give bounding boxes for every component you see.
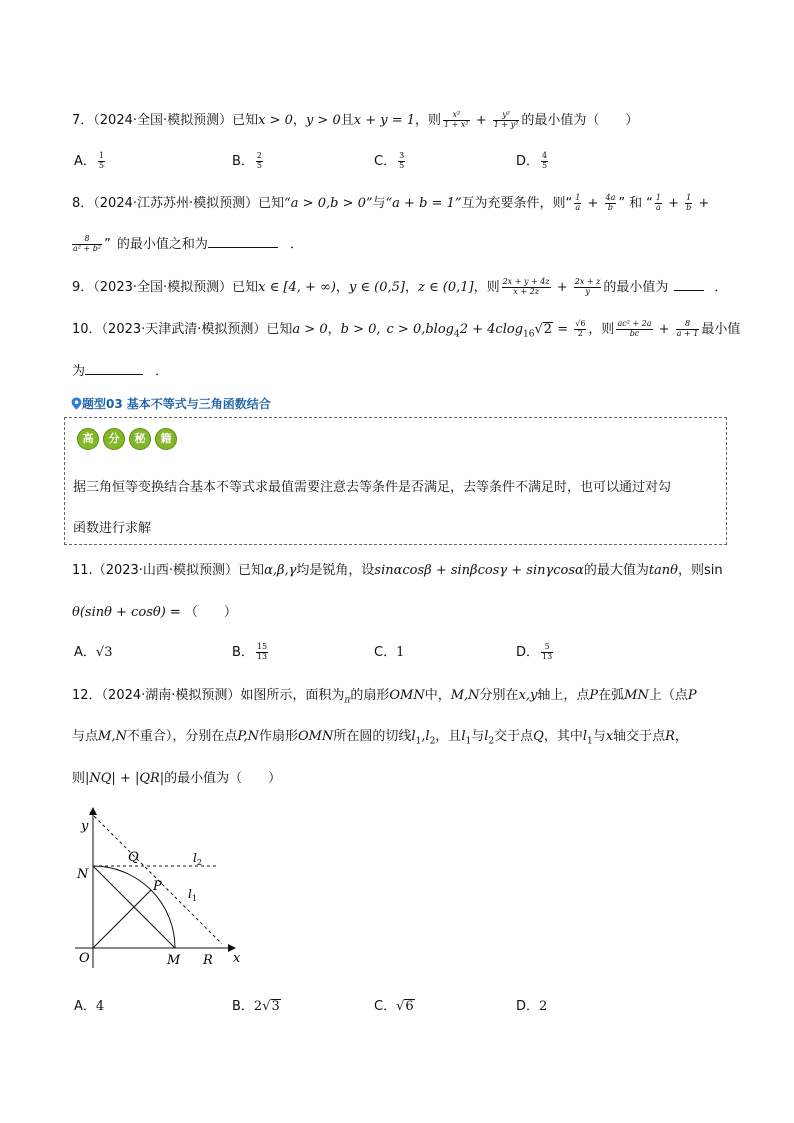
q11-option-d[interactable]: D． $\frac{5}{13}$ (516, 642, 553, 661)
badge-4: 籍 (155, 428, 177, 450)
tangent-l1 (90, 812, 222, 944)
sector-figure (70, 800, 250, 972)
question-12: 12．（2024·湖南·模拟预测）如图所示，面积为$_\pi$的扇形OMN中，M,N分别在x,y轴上，点P在弧MN上（点P (72, 688, 697, 706)
question-8-line-2: $\frac{8}{\text{a² + b²}}$ ” 的最小值之和为 ． (73, 234, 303, 253)
label-l2: $l_2$ (193, 851, 202, 867)
label-m: M (167, 953, 181, 968)
q7-option-c[interactable]: C． $\frac{3}{5}$ (374, 151, 405, 170)
q11-option-a[interactable]: A．√3 (74, 645, 113, 660)
question-11-line-2: θ(sinθ + cosθ) = （ ） (72, 605, 237, 620)
question-9: 9．（2023·全国·模拟预测）已知x ∈ [4, + ∞)，y ∈ (0,5]，z ∈ (0,1]，则 $\frac{2x + y + 4z}{x + 2z}$ + $\frac{2x + z}{y}$ 的最小值为 ． (72, 277, 728, 296)
q8-number: 8． (72, 196, 94, 211)
badge-2: 分 (103, 428, 125, 450)
q7-number: 7． (72, 113, 94, 128)
q12-option-d[interactable]: D．2 (516, 999, 548, 1014)
q11-option-b[interactable]: B． $\frac{15}{13}$ (232, 642, 268, 661)
tip-box (64, 417, 727, 545)
label-o: O (79, 951, 90, 966)
label-n: N (77, 867, 89, 882)
q9-answer-blank[interactable] (674, 278, 704, 291)
badge-3: 秘 (129, 428, 151, 450)
question-10-line-2: 为 ． (72, 364, 169, 379)
q10-answer-blank[interactable] (85, 362, 143, 375)
label-x: x (233, 951, 241, 966)
location-pin-icon (71, 397, 82, 410)
q12-option-c[interactable]: C．√6 (374, 999, 414, 1014)
q7-option-b[interactable]: B． $\frac{2}{5}$ (232, 151, 263, 170)
question-10: 10．（2023·天津武清·模拟预测）已知a > 0，b > 0, c > 0,blog$_4$2 + 4clog$_{16}$√2 = $\frac{√6}{2}$ ，则 $\frac{\text{ac² + 2a}}{bc}$ + $\frac{8}{a + 1}$ 最小值 (72, 319, 741, 340)
question-11: 11.（2023·山西·模拟预测）已知α,β,γ均是锐角，设sinαcosβ + sinβcosγ + sinγcosα的最大值为tanθ，则sin (72, 563, 723, 578)
label-y: y (81, 819, 89, 834)
section-heading (71, 395, 271, 412)
label-r: R (203, 953, 213, 968)
q7-fraction-1: $\frac{\text{x²}}{\text{1 + x²}}$ (444, 110, 469, 129)
question-8: 8．（2024·江苏苏州·模拟预测）已知“a > 0,b > 0”与“a + b = 1”互为充要条件，则“ $\frac{1}{a}$ + $\frac{4a}{b}$ ” 和 “ $\frac{1}{a}$ + $\frac{1}{b}$ + (72, 193, 710, 212)
q12-option-a[interactable]: A．4 (74, 999, 105, 1014)
question-12-line-3: 则|NQ| + |QR|的最小值为（ ） (72, 771, 282, 786)
tip-line-2: 函数进行求解 (73, 521, 152, 536)
q7-option-a[interactable]: A． $\frac{1}{5}$ (74, 151, 104, 170)
q7-fraction-2: $\frac{\text{y²}}{\text{1 + y²}}$ (493, 110, 519, 129)
question-7: 7．（2024·全国·模拟预测）已知x > 0，y > 0且x + y = 1，则 $\frac{\text{x²}}{\text{1 + x²}}$ + $\frac{\text{y²}}{\text{1 + y²}}$ 的最小值为（ ） (72, 110, 639, 129)
section-prefix: 题型03 (82, 397, 123, 411)
q7-source: （2024·全国·模拟预测） (93, 113, 233, 128)
q8-answer-blank[interactable] (208, 235, 278, 248)
label-q: Q (128, 850, 139, 865)
badge-1: 高 (77, 428, 99, 450)
label-p: P (153, 879, 162, 894)
q8-source: （2024·江苏苏州·模拟预测） (93, 196, 259, 211)
q12-option-b[interactable]: B．2√3 (232, 999, 280, 1014)
question-12-line-2: 与点M,N不重合），分别在点P,N作扇形OMN所在圆的切线$l_1,l_2$，且$l_1$与$l_2$交于点Q，其中$l_1$与x轴交于点R， (72, 729, 688, 747)
section-title: 基本不等式与三角函数结合 (126, 397, 271, 411)
label-l1: $l_1$ (188, 887, 197, 903)
q7-option-d[interactable]: D． $\frac{4}{5}$ (516, 151, 548, 170)
q11-option-c[interactable]: C．1 (374, 645, 405, 660)
tip-line-1: 据三角恒等变换结合基本不等式求最值需要注意去等条件是否满足，去等条件不满足时，也可以通过对勾 (73, 480, 672, 495)
segment-op (93, 890, 151, 948)
